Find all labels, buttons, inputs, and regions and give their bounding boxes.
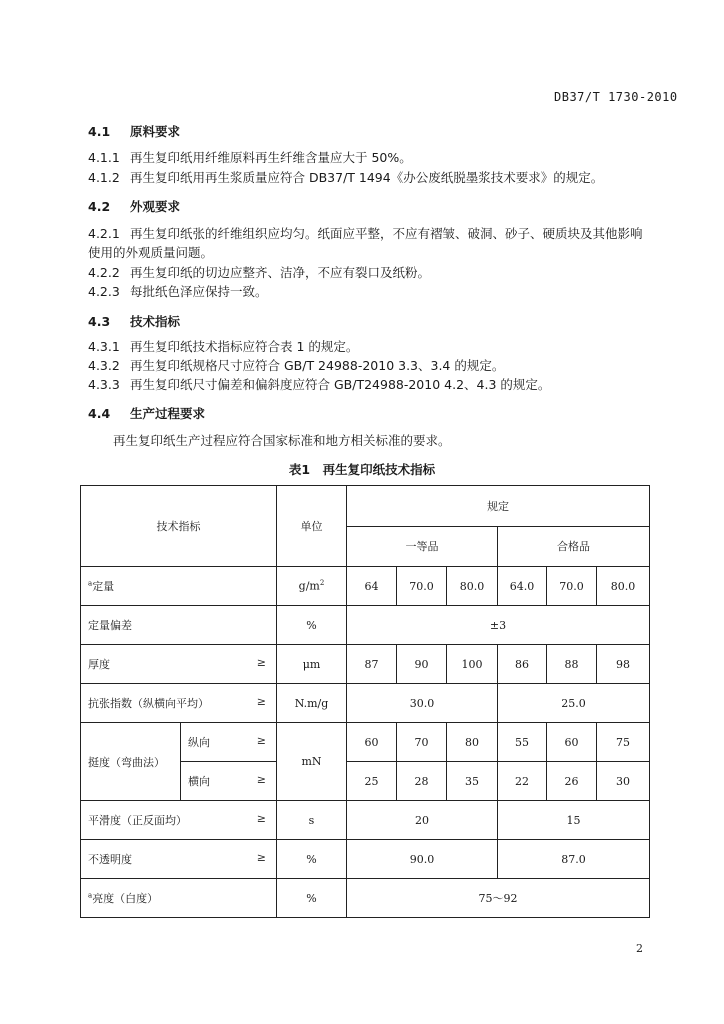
- value-cell: 15: [498, 801, 650, 840]
- row-label: 厚度 ≥: [81, 645, 277, 684]
- value-cell: 80: [447, 723, 498, 762]
- value-cell: 87.0: [498, 840, 650, 879]
- footnote-marker: a: [88, 579, 93, 588]
- clause-4-2-1: 4.2.1 再生复印纸张的纤维组织应均匀。纸面应平整，不应有褶皱、破洞、砂子、硬质块及其他影响: [88, 226, 643, 241]
- clause-4-3-2: 4.3.2 再生复印纸规格尺寸应符合 GB/T 24988-2010 3.3、3.4 的规定。: [88, 358, 505, 373]
- unit-cell: %: [277, 879, 347, 918]
- unit-cell: μm: [277, 645, 347, 684]
- clause-4-1-2: 4.1.2 再生复印纸用再生浆质量应符合 DB37/T 1494《办公废纸脱墨浆技术要求》的规定。: [88, 170, 604, 185]
- value-cell: 75: [597, 723, 650, 762]
- row-label: $^a$定量: [81, 567, 277, 606]
- value-cell: 28: [397, 762, 447, 801]
- clause-4-1-1: 4.1.1 再生复印纸用纤维原料再生纤维含量应大于 50%。: [88, 150, 412, 165]
- page-number: 2: [636, 942, 643, 955]
- clause-4-2-3: 4.2.3 每批纸色泽应保持一致。: [88, 284, 268, 299]
- value-cell: 75～92: [347, 879, 650, 918]
- value-cell: 64: [347, 567, 397, 606]
- table-row: [81, 684, 650, 723]
- table-row: [81, 723, 650, 762]
- section-4-3-heading: 4.3 技术指标: [88, 314, 181, 329]
- header-grade1: 一等品: [347, 526, 498, 567]
- table-row: [81, 801, 650, 840]
- value-cell: 20: [347, 801, 498, 840]
- value-cell: 88: [547, 645, 597, 684]
- table-caption: 表1 再生复印纸技术指标: [288, 462, 436, 477]
- value-cell: 22: [498, 762, 547, 801]
- sub-row-label: 纵向 ≥: [181, 723, 277, 762]
- value-cell: 64.0: [498, 567, 547, 606]
- value-cell: 25.0: [498, 684, 650, 723]
- value-cell: 98: [597, 645, 650, 684]
- footnote-marker: a: [88, 891, 93, 900]
- document-code: DB37/T 1730-2010: [554, 90, 678, 104]
- value-cell: ±3: [347, 606, 650, 645]
- value-cell: 30.0: [347, 684, 498, 723]
- value-cell: 90: [397, 645, 447, 684]
- unit-cell: s: [277, 801, 347, 840]
- value-cell: 25: [347, 762, 397, 801]
- row-label: 抗张指数（纵横向平均） ≥: [81, 684, 277, 723]
- header-grade2: 合格品: [498, 526, 650, 567]
- value-cell: 55: [498, 723, 547, 762]
- value-cell: 90.0: [347, 840, 498, 879]
- section-4-4-heading: 4.4 生产过程要求: [88, 406, 206, 421]
- unit-cell: $g/m^2$: [277, 567, 347, 606]
- table-row: [81, 840, 650, 879]
- header-indicator: 技术指标: [81, 486, 277, 567]
- unit-cell: mN: [277, 723, 347, 801]
- table-row: [81, 567, 650, 606]
- row-label: 平滑度（正反面均） ≥: [81, 801, 277, 840]
- value-cell: 35: [447, 762, 498, 801]
- value-cell: 60: [547, 723, 597, 762]
- table-header-row: [81, 486, 650, 527]
- value-cell: 100: [447, 645, 498, 684]
- value-cell: 70.0: [397, 567, 447, 606]
- value-cell: 26: [547, 762, 597, 801]
- clause-4-3-1: 4.3.1 再生复印纸技术指标应符合表 1 的规定。: [88, 339, 359, 354]
- section-4-1-heading: 4.1 原料要求: [88, 124, 181, 139]
- row-label: $^a$亮度（白度）: [81, 879, 277, 918]
- clause-4-2-2: 4.2.2 再生复印纸的切边应整齐、洁净，不应有裂口及纸粉。: [88, 265, 431, 280]
- value-cell: 30: [597, 762, 650, 801]
- header-spec: 规定: [347, 486, 650, 527]
- table-row: [81, 879, 650, 918]
- value-cell: 86: [498, 645, 547, 684]
- header-unit: 单位: [277, 486, 347, 567]
- value-cell: 60: [347, 723, 397, 762]
- table-row: [81, 606, 650, 645]
- row-label: 定量偏差: [81, 606, 277, 645]
- value-cell: 70.0: [547, 567, 597, 606]
- value-cell: 80.0: [447, 567, 498, 606]
- spec-table: [80, 485, 650, 918]
- value-cell: 70: [397, 723, 447, 762]
- value-cell: 87: [347, 645, 397, 684]
- unit-cell: N.m/g: [277, 684, 347, 723]
- unit-cell: %: [277, 840, 347, 879]
- section-4-2-heading: 4.2 外观要求: [88, 199, 181, 214]
- unit-cell: %: [277, 606, 347, 645]
- clause-4-2-1-continued: 使用的外观质量问题。: [88, 245, 214, 260]
- section-4-4-body: 再生复印纸生产过程应符合国家标准和地方相关标准的要求。: [113, 433, 451, 448]
- row-label: 不透明度 ≥: [81, 840, 277, 879]
- value-cell: 80.0: [597, 567, 650, 606]
- table-row: [81, 645, 650, 684]
- sub-row-label: 横向 ≥: [181, 762, 277, 801]
- clause-4-3-3: 4.3.3 再生复印纸尺寸偏差和偏斜度应符合 GB/T24988-2010 4.2、4.3 的规定。: [88, 377, 551, 392]
- row-label: 挺度（弯曲法）: [81, 723, 181, 801]
